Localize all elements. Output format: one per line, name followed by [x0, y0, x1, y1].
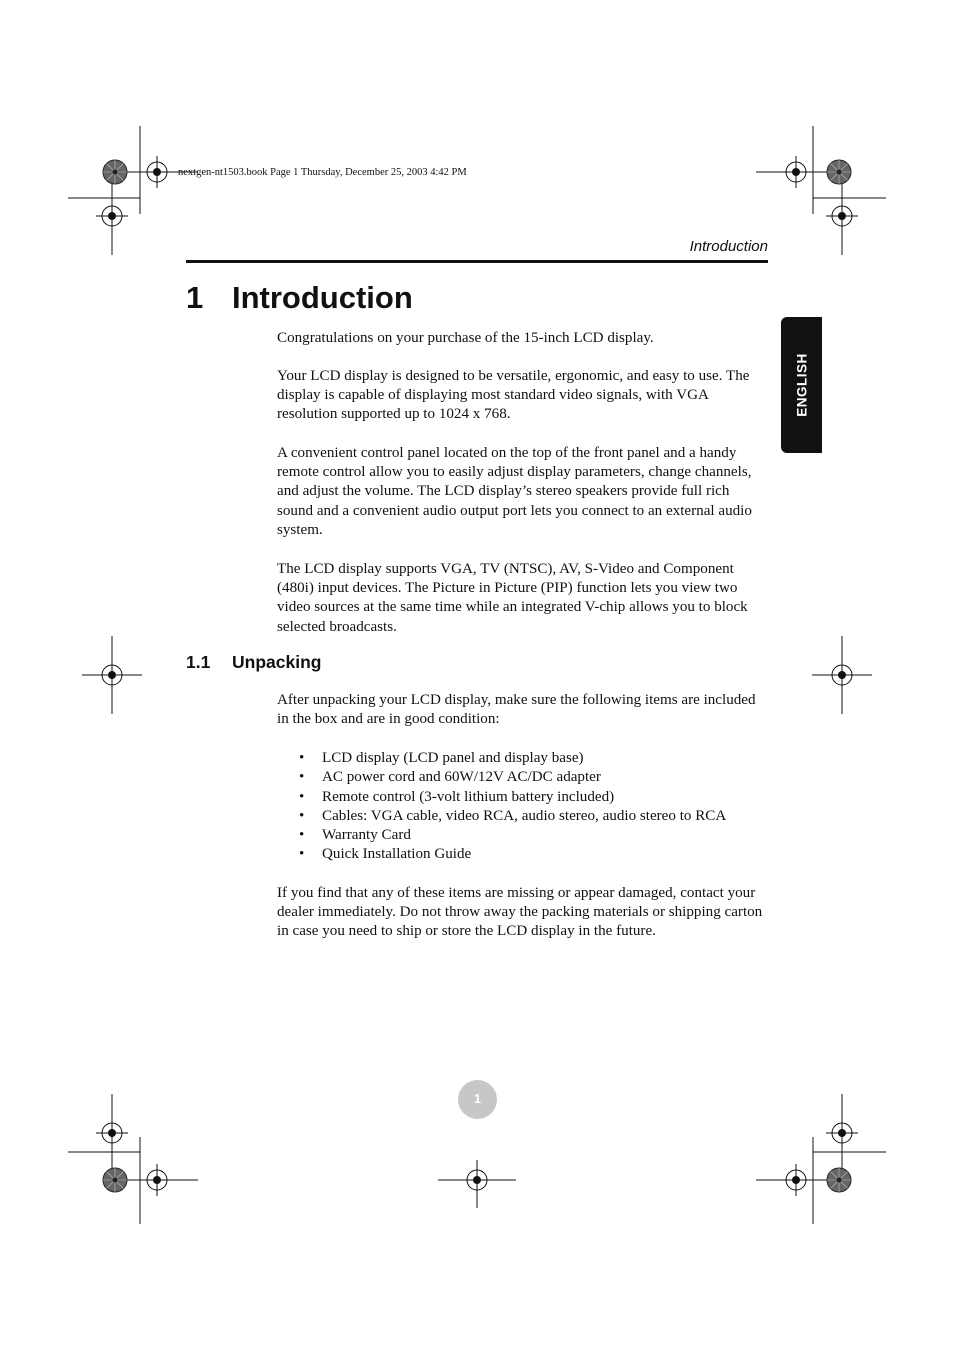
intro-paragraph: A convenient control panel located on the top of the front panel and a handy remote control allow you to easily adjust display parameters, change channels, and adjust the volume. The LCD display’s stereo speakers provide full rich sound and a convenient audio output port lets you connect to an external audio system. — [277, 445, 752, 538]
chapter-title: Introduction — [232, 280, 413, 315]
language-tab — [781, 317, 822, 453]
list-item: • AC power cord and 60W/12V AC/DC adapter — [277, 768, 769, 787]
intro-paragraph: Congratulations on your purchase of the 15-inch LCD display. — [277, 330, 654, 346]
intro-paragraph: Your LCD display is designed to be versatile, ergonomic, and easy to use. The display is capable of displaying most standard video signals, with VGA resolution supported up to 1024 x 768. — [277, 368, 750, 423]
section-title: Unpacking — [232, 652, 322, 672]
section-number: 1.1 — [186, 652, 211, 672]
closing-paragraph: If you find that any of these items are missing or appear damaged, contact your dealer immediately. Do not throw away the packing materials or shipping carton in case you need to ship or store the LCD display in the future. — [277, 885, 763, 940]
list-item: • Warranty Card — [277, 826, 769, 845]
list-item: • Remote control (3-volt lithium battery included) — [277, 788, 769, 807]
bullet: • — [299, 846, 305, 863]
header-rule — [186, 260, 768, 263]
bullet: • — [299, 788, 305, 805]
package-contents-list — [277, 749, 769, 865]
language-tab-label: ENGLISH — [794, 353, 809, 417]
chapter-heading — [186, 280, 413, 316]
bullet: • — [299, 807, 305, 824]
bullet: • — [299, 769, 305, 786]
bullet: • — [299, 827, 305, 844]
list-item: • Cables: VGA cable, video RCA, audio stereo, audio stereo to RCA — [277, 807, 769, 826]
running-head: Introduction — [689, 238, 768, 255]
section-heading — [186, 652, 321, 673]
list-item: • LCD display (LCD panel and display base) — [277, 749, 769, 768]
bullet: • — [299, 750, 305, 766]
unpacking-intro: After unpacking your LCD display, make sure the following items are included in the box and are in good condition: — [277, 692, 756, 728]
list-item: • Quick Installation Guide — [277, 845, 769, 864]
chapter-number: 1 — [186, 280, 204, 315]
print-file-info: nextgen-nt1503.book Page 1 Thursday, December 25, 2003 4:42 PM — [178, 167, 467, 178]
page-number: 1 — [458, 1080, 497, 1119]
intro-paragraph: The LCD display supports VGA, TV (NTSC), AV, S-Video and Component (480i) input devices. The Picture in Picture (PIP) function lets you view two video sources at the same time while an integrated V-chip allows you to block selected broadcasts. — [277, 561, 748, 635]
